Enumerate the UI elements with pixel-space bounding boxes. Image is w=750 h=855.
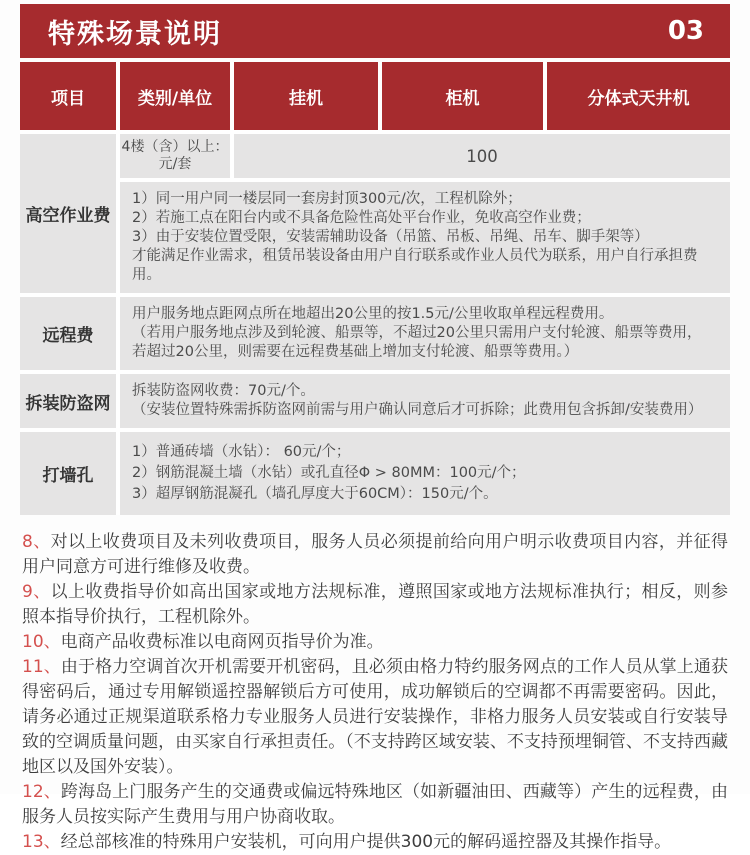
row-label-wall-hole: 打墙孔 (20, 432, 116, 515)
note-8-text: 对以上收费项目及未列收费项目，服务人员必须提前给向用户明示收费项目内容，并征得用户同意方可进行维修及收费。 (22, 532, 728, 577)
wall-hole-line-1: 1）普通砖墙（水钻）： 60元/个； (132, 444, 351, 460)
note-9-number: 9、 (22, 582, 51, 602)
col-header-cabinet: 柜机 (382, 62, 543, 130)
page-title: 特殊场景说明 (48, 18, 222, 50)
note-12-number: 12、 (22, 782, 61, 802)
high-altitude-notes-cell (120, 182, 730, 293)
security-net-cell (120, 374, 730, 428)
note-13 (22, 830, 728, 855)
wall-hole-line-2: 2）钢筋混凝土墙（水钻）或孔直径Φ > 80MM：100元/个； (132, 465, 526, 481)
col-header-item: 项目 (20, 62, 116, 130)
notes-section (20, 530, 730, 855)
note-10 (22, 630, 728, 655)
note-9 (22, 580, 728, 630)
wall-hole-line-3: 3）超厚钢筋混凝孔（墙孔厚度大于60CM）：150元/个。 (132, 486, 498, 502)
note-11-text: 由于格力空调首次开机需要开机密码，且必须由格力特约服务网点的工作人员从掌上通获得密码后，通过专用解锁遥控器解锁后方可使用，成功解锁后的空调都不再需要密码。因此，请务必通过正规渠道联系格力专业服务人员进行安装操作，非格力服务人员安装或自行安装导致的空调质量问题，由买家自行承担责任。（不支持跨区域安装、不支持预埋铜管、不支持西藏地区以及国外安装）。 (22, 657, 728, 777)
note-10-text: 电商产品收费标准以电商网页指导价为准。 (60, 632, 384, 652)
high-altitude-note-2: 2）若施工点在阳台内或不具备危险性高处平台作业，免收高空作业费； (132, 210, 591, 226)
high-altitude-note-4: 才能满足作业需求，租赁吊装设备由用户自行联系或作业人员代为联系，用户自行承担费用。 (132, 248, 698, 283)
remote-fee-cell (120, 297, 730, 370)
note-11-number: 11、 (22, 657, 61, 677)
note-12-text: 跨海岛上门服务产生的交通费或偏远特殊地区（如新疆油田、西藏等）产生的远程费，由服务人员按实际产生费用与用户协商收取。 (22, 782, 728, 827)
high-altitude-unit-line1: 4楼（含）以上： (121, 139, 229, 155)
row-label-remote-fee: 远程费 (20, 297, 116, 370)
row-label-security-net: 拆装防盗网 (20, 374, 116, 428)
row-label-high-altitude-fee: 高空作业费 (20, 134, 116, 293)
remote-fee-line-2: （若用户服务地点涉及到轮渡、船票等，不超过20公里只需用户支付轮渡、船票等费用， (132, 325, 702, 341)
security-net-line-2: （安装位置特殊需拆防盗网前需与用户确认同意后才可拆除；此费用包含拆卸/安装费用） (132, 402, 703, 418)
note-10-number: 10、 (22, 632, 61, 652)
note-9-text: 以上收费指导价如高出国家或地方法规标准，遵照国家或地方法规标准执行；相反，则参照本指导价执行，工程机除外。 (22, 582, 728, 627)
note-11 (22, 655, 728, 780)
high-altitude-unit-line2: 元/套 (158, 156, 192, 172)
note-8 (22, 530, 728, 580)
note-8-number: 8、 (22, 532, 51, 552)
high-altitude-unit-cell (120, 134, 230, 178)
fee-table (20, 62, 730, 515)
note-13-text: 经总部核准的特殊用户安装机，可向用户提供300元的解码遥控器及其操作指导。 (60, 832, 672, 852)
wall-hole-cell (120, 432, 730, 515)
col-header-split-ceiling: 分体式天井机 (547, 62, 730, 130)
note-13-number: 13、 (22, 832, 61, 852)
remote-fee-line-3: 若超过20公里，则需要在远程费基础上增加支付轮渡、船票等费用。） (132, 344, 579, 360)
high-altitude-price-value: 100 (234, 134, 730, 178)
col-header-category-unit: 类别/单位 (120, 62, 230, 130)
col-header-wall-mounted: 挂机 (234, 62, 378, 130)
remote-fee-line-1: 用户服务地点距网点所在地超出20公里的按1.5元/公里收取单程远程费用。 (132, 306, 614, 322)
page-number: 03 (667, 16, 704, 46)
note-12 (22, 780, 728, 830)
security-net-line-1: 拆装防盗网收费：70元/个。 (132, 383, 315, 399)
high-altitude-note-3: 3）由于安装位置受限，安装需辅助设备（吊篮、吊板、吊绳、吊车、脚手架等） (132, 229, 649, 245)
high-altitude-note-1: 1）同一用户同一楼层同一套房封顶300元/次，工程机除外； (132, 191, 522, 207)
title-bar (20, 4, 730, 58)
